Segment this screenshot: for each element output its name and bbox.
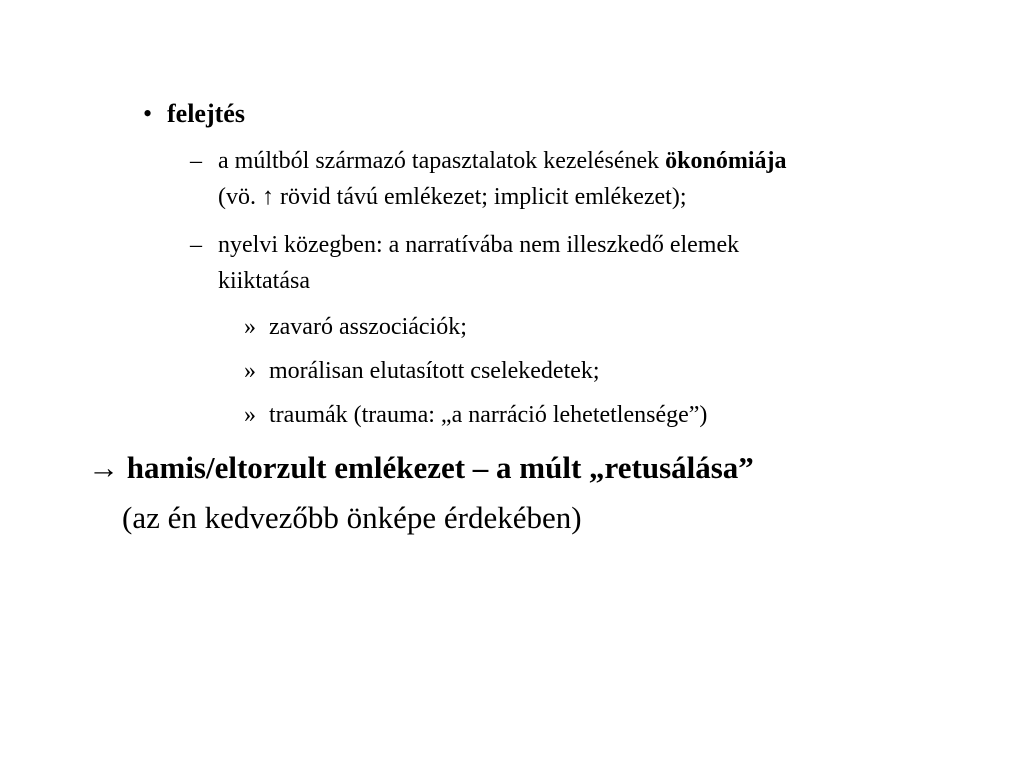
- dash-icon: –: [190, 148, 202, 174]
- list-item-text: nyelvi közegben: a narratívába nem illeszkedő elemek: [218, 232, 740, 258]
- list-item-text: [218, 149, 787, 173]
- bullet-icon: •: [143, 99, 153, 128]
- emphasis-text: ökonómiája: [665, 148, 787, 174]
- list-item-text-continuation: (vö. ↑ rövid távú emlékezet; implicit emlékezet);: [218, 184, 687, 210]
- list-item-text-continuation: kiiktatása: [218, 268, 310, 294]
- chevron-icon: »: [244, 358, 256, 384]
- sub-list-item: zavaró asszociációk;: [269, 314, 467, 340]
- conclusion-text: hamis/eltorzult emlékezet – a múlt „retusálása”: [126, 450, 754, 485]
- dash-icon: –: [190, 232, 202, 258]
- list-item-text-prefix: a múltból származó tapasztalatok kezelésének: [218, 148, 666, 174]
- chevron-icon: »: [244, 314, 256, 340]
- chevron-icon: »: [244, 402, 256, 428]
- arrow-icon: →: [88, 450, 127, 485]
- conclusion-heading: [88, 452, 754, 483]
- sub-list-item: traumák (trauma: „a narráció lehetetlensége”): [269, 402, 708, 428]
- sub-list-item: morálisan elutasított cselekedetek;: [269, 358, 600, 384]
- topic-heading: felejtés: [167, 99, 245, 128]
- conclusion-subtext: (az én kedvezőbb önképe érdekében): [122, 500, 582, 535]
